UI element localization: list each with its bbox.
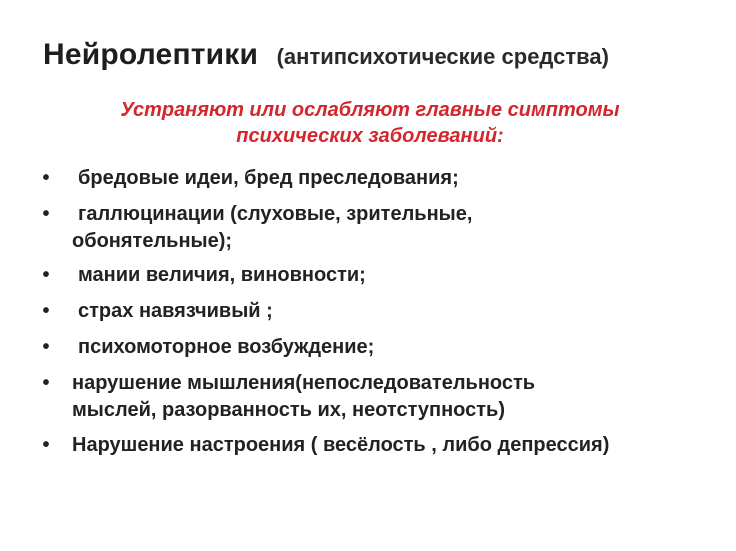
list-item-thinking-disorder	[40, 370, 720, 424]
list-item-text: галлюцинации (слуховые, зрительные,	[78, 203, 473, 225]
list-item-text-continued: мыслей, разорванность их, неотступность)	[72, 399, 505, 421]
list-item-mood-disorder	[40, 432, 720, 459]
bullet-icon: •	[42, 167, 50, 189]
page-title: Нейролептики	[43, 38, 259, 71]
bullet-icon: •	[42, 203, 50, 225]
list-item-fear	[40, 298, 720, 325]
subtitle-line-1: Устраняют или ослабляют главные симптомы	[120, 99, 620, 121]
list-item-mania	[40, 262, 720, 289]
list-item-agitation	[40, 334, 720, 361]
list-item-text: психомоторное возбуждение;	[78, 336, 375, 358]
list-item-text: Нарушение настроения ( весёлость , либо депрессия)	[72, 434, 610, 456]
title-row	[43, 38, 609, 72]
list-item-hallucinations	[40, 201, 720, 255]
list-item-text: мании величия, виновности;	[78, 264, 366, 286]
bullet-icon: •	[42, 264, 50, 286]
list-item-text: нарушение мышления(непоследовательность	[72, 372, 536, 394]
list-item-text: бредовые идеи, бред преследования;	[78, 167, 459, 189]
bullet-icon: •	[42, 336, 50, 358]
bullet-icon: •	[42, 372, 50, 394]
page-title-subtitle: (антипсихотические средства)	[276, 44, 609, 69]
subtitle-line-2: психических заболеваний:	[236, 125, 504, 147]
bullet-icon: •	[42, 434, 50, 456]
bullet-icon: •	[42, 300, 50, 322]
list-item-delusions	[40, 165, 720, 192]
list-item-text-continued: обонятельные);	[72, 230, 233, 252]
list-item-text: страх навязчивый ;	[78, 300, 273, 322]
subtitle	[60, 97, 680, 149]
